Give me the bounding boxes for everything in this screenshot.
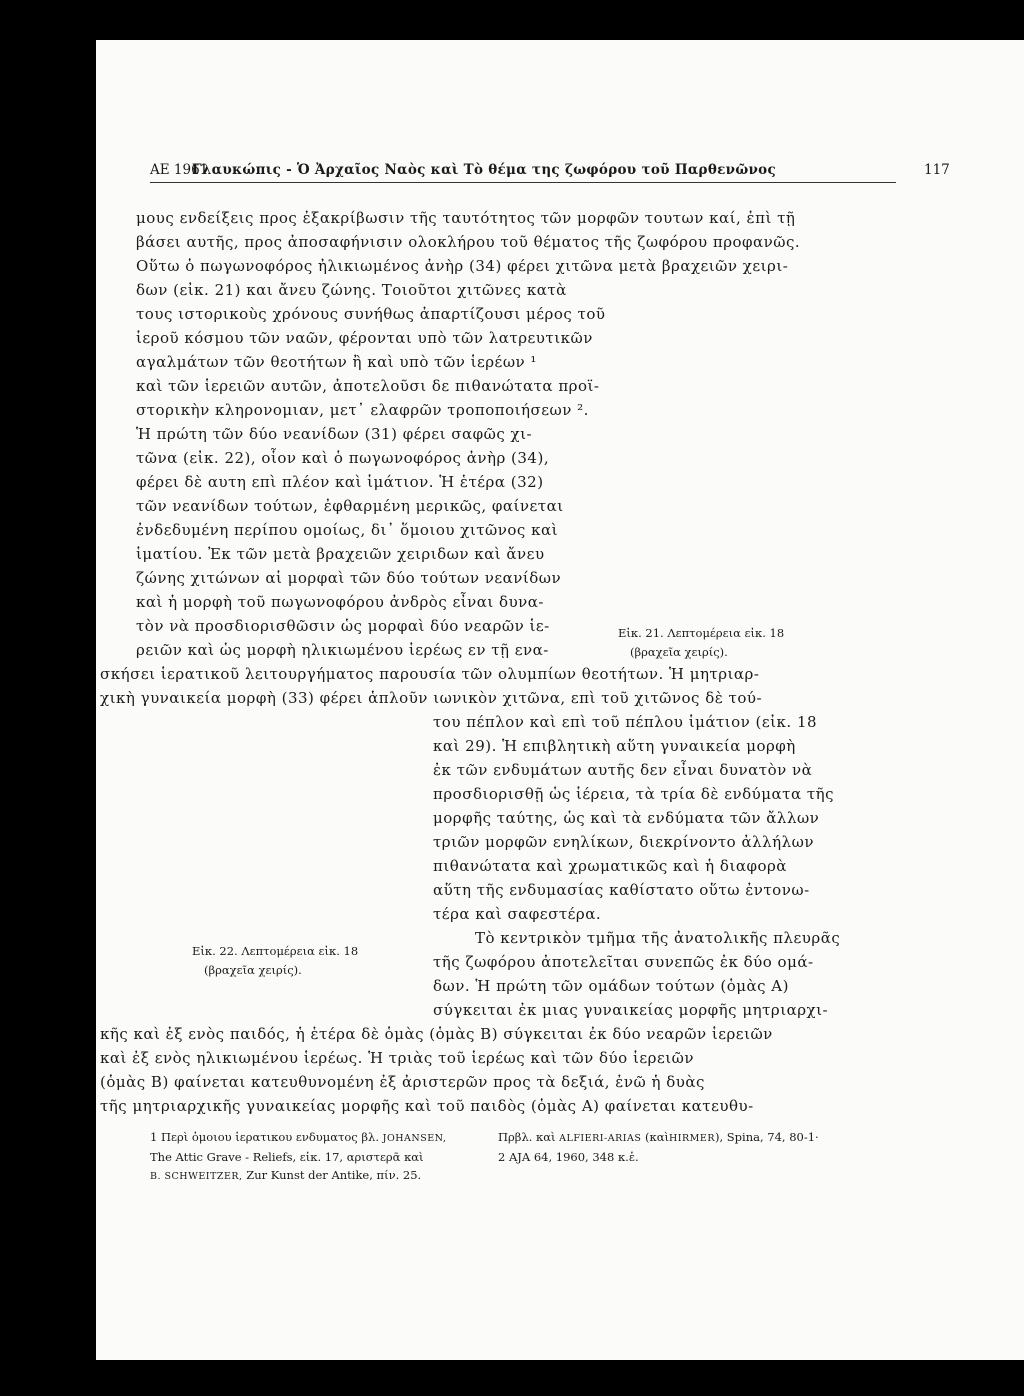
body-line: του πέπλον καὶ επὶ τοῦ πέπλου ἱμάτιον (εἰκ. 18 [433,713,818,731]
caption-line: Εἰκ. 22. Λεπτομέρεια εἰκ. 18 [192,944,359,958]
footnote-text: Πρβλ. καὶ [498,1130,556,1144]
body-line: τῶν νεανίδων τούτων, ἐφθαρμένη μερικῶς, φαίνεται [136,497,564,515]
body-line: Οὕτω ὁ πωγωνοφόρος ἠλικιωμένος ἀνὴρ (34) φέρει χιτῶνα μετὰ βραχειῶν χειρι- [136,257,789,275]
body-line: Τὸ κεντρικὸν τμῆμα τῆς ἀνατολικῆς πλευρᾶς [475,929,841,947]
body-line: κῆς καὶ ἐξ ενὸς παιδός, ἡ ἑτέρα δὲ ὁμὰς (ὁμὰς Β) σύγκειται ἐκ δύο νεαρῶν ἱερειῶν [100,1025,773,1043]
body-line: στορικὴν κληρονομιαν, μετ᾿ ελαφρῶν τροποποιήσεων ². [136,401,589,419]
body-line: (ὁμὰς Β) φαίνεται κατευθυνομένη ἐξ ἀριστερῶν προς τὰ δεξιά, ἐνῶ ἡ δυὰς [100,1073,705,1091]
caption-line: (βραχεῖα χειρίς). [630,645,728,659]
author-name: ALFIERI-ARIAS [559,1133,642,1144]
body-line: μορφῆς ταύτης, ὡς καὶ τὰ ενδύματα τῶν ἄλλων [433,809,820,827]
figure-22-caption [192,942,358,980]
body-line: ζώνης χιτώνων αἱ μορφαὶ τῶν δύο τούτων νεανίδων [136,569,562,587]
running-title: Γλαυκώπις - Ὁ Ἀρχαῖος Ναὸς καὶ Τὸ θέμα της ζωφόρου τοῦ Παρθενῶνος [192,162,776,178]
body-line: φέρει δὲ αυτη επὶ πλέον καὶ ἱμάτιον. Ἡ ἑτέρα (32) [136,473,544,491]
body-line: καὶ ἐξ ενὸς ηλικιωμένου ἱερέως. Ἡ τριὰς τοῦ ἱερέως καὶ τῶν δύο ἱερειῶν [100,1049,694,1067]
body-line: μους ενδείξεις προς ἐξακρίβωσιν τῆς ταυτότητος τῶν μορφῶν τουτων καί, ἐπὶ τῇ [136,209,796,227]
footnote-1 [150,1128,446,1186]
author-name: HIRMER [668,1133,715,1144]
footnote-text: (καὶ [645,1130,669,1144]
body-line: βάσει αυτῆς, προς ἀποσαφήνισιν ολοκλήρου τοῦ θέματος τῆς ζωφόρου προφανῶς. [136,233,801,251]
body-line: καὶ τῶν ἱερειῶν αυτῶν, ἀποτελοῦσι δε πιθανώτατα προϊ- [136,377,600,395]
body-line: καὶ 29). Ἡ επιβλητικὴ αὕτη γυναικεία μορφὴ [433,737,796,755]
body-line: προσδιορισθῇ ὡς ἱέρεια, τὰ τρία δὲ ενδύματα τῆς [433,785,835,803]
body-line: πιθανώτατα καὶ χρωματικῶς καὶ ἡ διαφορὰ [433,857,787,875]
body-line: δων. Ἡ πρώτη τῶν ομάδων τούτων (ὁμὰς Α) [433,977,789,995]
header-rule [150,182,896,183]
body-line: αὕτη τῆς ενδυμασίας καθίστατο οὕτω ἐντονω- [433,881,810,899]
figure-21-caption [618,624,784,662]
caption-line: (βραχεῖα χειρίς). [204,963,302,977]
body-line: ἐνδεδυμένη περίπου ομοίως, δι᾿ ὅμοιου χιτῶνος καὶ [136,521,558,539]
footnote-right [498,1128,819,1166]
body-line: τῆς μητριαρχικῆς γυναικείας μορφῆς καὶ τοῦ παιδὸς (ὁμὰς Α) φαίνεται κατευθυ- [100,1097,754,1115]
body-line: σκήσει ἱερατικοῦ λειτουργήματος παρουσία τῶν ολυμπίων θεοτήτων. Ἡ μητριαρ- [100,665,760,683]
caption-line: Εἰκ. 21. Λεπτομέρεια εἰκ. 18 [618,626,785,640]
body-line: σύγκειται ἐκ μιας γυναικείας μορφῆς μητριαρχι- [433,1001,829,1019]
body-line: δων (εἰκ. 21) και ἄνευ ζώνης. Τοιοῦτοι χιτῶνες κατὰ [136,281,567,299]
body-line: τὸν νὰ προσδιορισθῶσιν ὡς μορφαὶ δύο νεαρῶν ἱε- [136,617,550,635]
body-line: Ἡ πρώτη τῶν δύο νεανίδων (31) φέρει σαφῶς χι- [136,425,533,443]
author-name: JOHANSEN, [382,1133,447,1144]
body-line: ρειῶν καὶ ὡς μορφὴ ηλικιωμένου ἱερέως εν τῇ ενα- [136,641,549,659]
body-line: τῶνα (εἰκ. 22), οἷον καὶ ὁ πωγωνοφόρος ἀνὴρ (34), [136,449,550,467]
body-line: αγαλμάτων τῶν θεοτήτων ἢ καὶ υπὸ τῶν ἱερέων ¹ [136,353,537,371]
page-number: 117 [924,162,950,178]
footnote-text: The Attic Grave - Reliefs, εἰκ. 17, αριστερᾶ καὶ [150,1150,424,1164]
footnote-2: 2 AJA 64, 1960, 348 κ.ἑ. [498,1150,639,1164]
scanned-page [96,40,1024,1360]
footnote-text: 1 Περὶ ὁμοιου ἱερατικου ενδυματος βλ. [150,1130,379,1144]
body-line: καὶ ἡ μορφὴ τοῦ πωγωνοφόρου ἀνδρὸς εἶναι δυνα- [136,593,544,611]
footnote-text: Zur Kunst der Antike, πίν. 25. [246,1168,422,1182]
body-line: ἐκ τῶν ενδυμάτων αυτῆς δεν εἶναι δυνατὸν νὰ [433,761,813,779]
footnote-text: ), Spina, 74, 80-1· [714,1130,819,1144]
author-name: B. SCHWEITZER, [150,1171,243,1182]
journal-abbrev: ΑΕ 1961 [150,162,209,178]
body-line: τῆς ζωφόρου ἀποτελεῖται συνεπῶς ἐκ δύο ομά- [433,953,814,971]
body-line: τέρα καὶ σαφεστέρα. [433,905,602,923]
body-line: τους ιστορικοὺς χρόνους συνήθως ἀπαρτίζουσι μέρος τοῦ [136,305,606,323]
body-line: τριῶν μορφῶν ενηλίκων, διεκρίνοντο ἀλλήλων [433,833,814,851]
body-line: χικὴ γυναικεία μορφὴ (33) φέρει ἁπλοῦν ιωνικὸν χιτῶνα, επὶ τοῦ χιτῶνος δὲ τού- [100,689,763,707]
body-line: ἱεροῦ κόσμου τῶν ναῶν, φέρονται υπὸ τῶν λατρευτικῶν [136,329,593,347]
body-line: ἱματίου. Ἐκ τῶν μετὰ βραχειῶν χειριδων καὶ ἄνευ [136,545,545,563]
